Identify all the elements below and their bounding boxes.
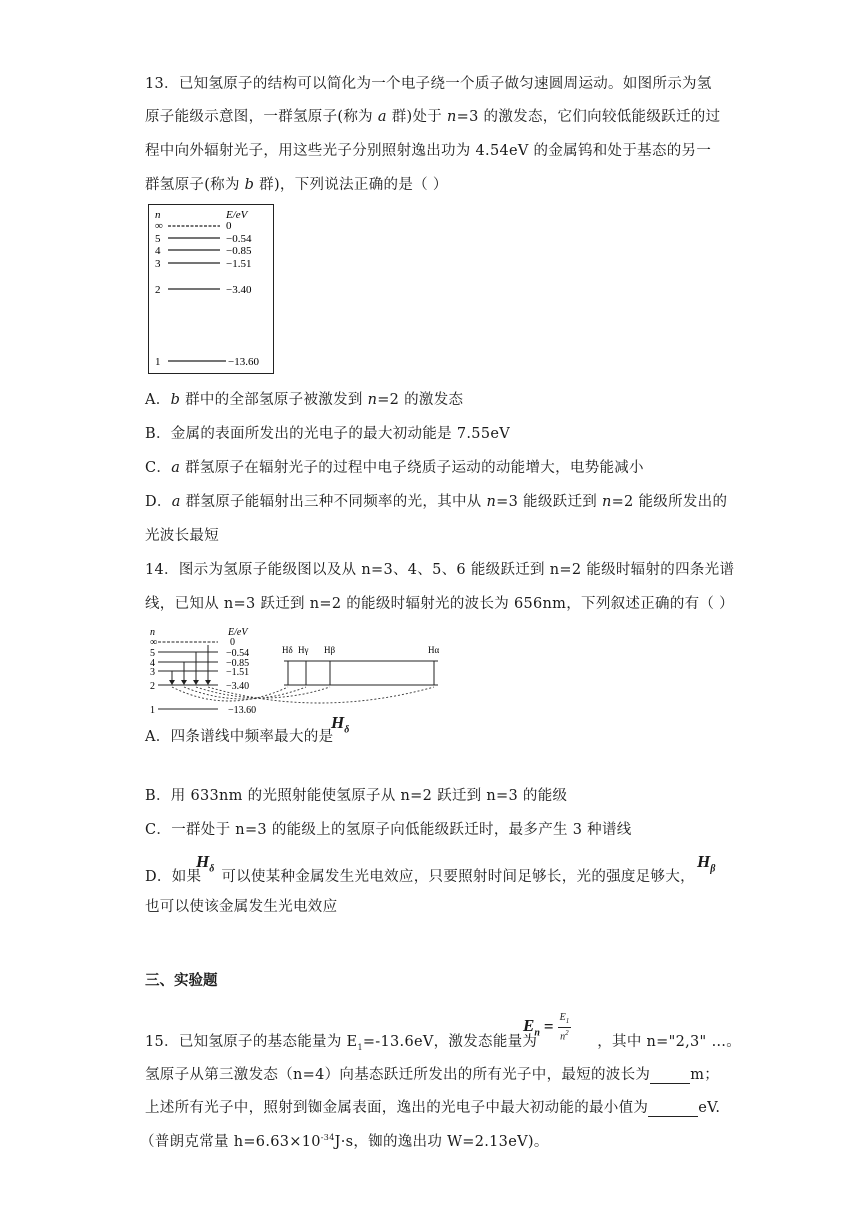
q13-text: =2 能级所发出的 <box>611 494 728 510</box>
q15-line-2 <box>145 1063 719 1084</box>
diagram1-level-e: −1.51 <box>226 258 252 270</box>
diagram1-level-n: 5 <box>155 233 161 245</box>
formula-subscript: 1 <box>565 1017 570 1025</box>
diagram2-level-n: 3 <box>150 667 155 678</box>
q13-line-4 <box>145 173 448 194</box>
h-delta-symbol <box>331 713 349 735</box>
q13-text: 原子能级示意图，一群氢原子(称为 <box>145 109 378 125</box>
q15-text: （普朗克常量 h=6.63×10 <box>140 1134 321 1150</box>
diagram2-level-n: 1 <box>150 705 155 716</box>
q13-text: C． <box>145 460 172 476</box>
diagram1-e-header: E/eV <box>226 209 248 221</box>
formula-equals: = <box>543 1017 554 1037</box>
q14-line-1: 14．图示为氢原子能级图以及从 n=3、4、5、6 能级跃迁到 n=2 能级时辐射的四条光谱 <box>145 562 735 578</box>
answer-blank[interactable] <box>648 1100 698 1117</box>
diagram2-level-n: ∞ <box>150 637 158 648</box>
spectrum-label-h-beta: Hβ <box>324 645 336 655</box>
h-beta-symbol <box>697 852 715 874</box>
q13-text: 群氢原子在辐射光子的过程中电子绕质子运动的动能增大，电势能减小 <box>180 460 644 476</box>
q13-text: 群)处于 <box>386 109 448 125</box>
q13-text: A． <box>145 392 171 408</box>
q15-line-4 <box>140 1130 549 1151</box>
answer-blank[interactable] <box>650 1067 690 1084</box>
q13-var-b: b <box>244 177 255 193</box>
q13-var-n: n <box>486 494 497 510</box>
formula-subscript: n <box>534 1027 540 1039</box>
q15-text: 15．已知氢原子的基态能量为 E <box>145 1034 358 1050</box>
q15-text: ，其中 n="2,3" …。 <box>597 1034 742 1050</box>
diagram2-level-e: −0.85 <box>226 658 250 669</box>
energy-level-diagram-2 <box>148 625 448 720</box>
h-delta-symbol <box>196 852 214 874</box>
symbol-subscript: δ <box>344 724 350 736</box>
spectrum-label-h-delta: Hδ <box>282 645 293 655</box>
diagram1-level-e: −3.40 <box>226 284 252 296</box>
symbol-base: H <box>331 713 345 732</box>
q13-text: 群)，下列说法正确的是（ ） <box>254 177 448 193</box>
q15-text: 上述所有光子中，照射到铷金属表面，逸出的光电子中最大初动能的最小值为 <box>145 1100 649 1116</box>
diagram1-n-header: n <box>155 209 161 221</box>
diagram1-level-n: 3 <box>155 258 161 270</box>
q13-option-d <box>145 490 727 511</box>
diagram1-level-n: 1 <box>155 356 161 368</box>
diagram1-level-n: 4 <box>155 245 161 257</box>
q14-option-b: B．用 633nm 的光照射能使氢原子从 n=2 跃迁到 n=3 的能级 <box>145 788 568 804</box>
q13-text: D． <box>145 494 172 510</box>
q14-option-c: C．一群处于 n=3 的能级上的氢原子向低能级跃迁时，最多产生 3 种谱线 <box>145 822 632 838</box>
q13-var-a: a <box>171 494 181 510</box>
energy-level-diagram-1 <box>148 204 274 374</box>
q13-option-c <box>145 456 644 477</box>
q13-option-d-line-2: 光波长最短 <box>145 528 219 544</box>
diagram1-level-n: 2 <box>155 284 161 296</box>
q15-superscript: -34 <box>320 1133 335 1143</box>
q13-text: =3 的激发态，它们向较低能级跃迁的过 <box>456 109 721 125</box>
diagram2-level-e: −1.51 <box>226 667 250 678</box>
q15-line-1 <box>145 1030 741 1052</box>
q14-option-a: A．四条谱线中频率最大的是 <box>145 729 334 745</box>
q14-option-d <box>145 865 695 886</box>
q15-text: m； <box>690 1067 720 1083</box>
diagram1-level-e: 0 <box>226 220 232 232</box>
q14-option-d-line-2: 也可以使该金属发生光电效应 <box>145 899 338 915</box>
q15-text: J·s，铷的逸出功 W=2.13eV)。 <box>334 1134 549 1150</box>
q13-text: 群中的全部氢原子被激发到 <box>180 392 368 408</box>
q13-text: 群氢原子(称为 <box>145 177 245 193</box>
symbol-base: H <box>697 852 711 871</box>
diagram2-n-header: n <box>150 627 155 638</box>
section-heading: 三、实验题 <box>145 972 218 989</box>
q13-var-n: n <box>601 494 612 510</box>
spectrum-label-h-alpha: Hα <box>428 645 440 655</box>
diagram2-e-header: E/eV <box>228 627 248 638</box>
q13-var-n: n <box>367 392 378 408</box>
diagram2-level-e: −3.40 <box>226 681 250 692</box>
formula-symbol: E <box>523 1015 535 1035</box>
transition-arrows <box>172 645 208 683</box>
q15-text: eV. <box>698 1100 721 1116</box>
q15-text: 氢原子从第三激发态（n=4）向基态跃迁所发出的所有光子中，最短的波长为 <box>145 1067 651 1083</box>
diagram2-level-n: 2 <box>150 681 155 692</box>
diagram1-level-n: ∞ <box>155 220 163 232</box>
q13-option-a <box>145 388 463 409</box>
q13-line-2 <box>145 105 720 126</box>
q15-line-3 <box>145 1096 720 1117</box>
q15-subscript: 1 <box>357 1042 363 1052</box>
correspondence-curves <box>172 687 434 703</box>
q15-text: =-13.6eV，激发态能量为 <box>362 1034 538 1050</box>
q13-var-a: a <box>171 460 181 476</box>
diagram1-level-e: −0.54 <box>226 233 252 245</box>
diagram2-level-n: 5 <box>150 648 155 659</box>
q13-var-n: n <box>447 109 457 125</box>
formula-superscript: 2 <box>565 1029 569 1037</box>
q13-text: 群氢原子能辐射出三种不同频率的光，其中从 <box>180 494 487 510</box>
symbol-base: H <box>196 852 210 871</box>
diagram2-level-e: −13.60 <box>228 705 257 716</box>
q14-text: 可以使某种金属发生光电效应，只要照射时间足够长，光的强度足够大， <box>221 869 695 885</box>
q14-text: D．如果 <box>145 869 202 885</box>
q13-option-b: B．金属的表面所发出的光电子的最大初动能是 7.55eV <box>145 426 511 442</box>
diagram2-level-n: 4 <box>150 658 155 669</box>
q13-line-3: 程中向外辐射光子，用这些光子分别照射逸出功为 4.54eV 的金属钨和处于基态的另一 <box>145 143 712 159</box>
q13-text: =3 能级跃迁到 <box>496 494 602 510</box>
diagram1-level-e: −0.85 <box>226 245 252 257</box>
symbol-subscript: β <box>710 863 716 875</box>
transition-arrowheads <box>169 680 211 685</box>
formula-symbol: n <box>560 1031 566 1043</box>
diagram2-level-e: 0 <box>230 637 235 648</box>
diagram2-level-e: −0.54 <box>226 648 250 659</box>
q13-text: =2 的激发态 <box>377 392 464 408</box>
formula-symbol: E <box>559 1012 566 1023</box>
formula-numerator <box>558 1012 572 1028</box>
symbol-subscript: δ <box>209 863 215 875</box>
diagram1-level-e: −13.60 <box>228 356 259 368</box>
q13-line-1: 13．已知氢原子的结构可以简化为一个电子绕一个质子做匀速圆周运动。如图所示为氢 <box>145 76 712 92</box>
q14-line-2: 线，已知从 n=3 跃迁到 n=2 的能级时辐射光的波长为 656nm，下列叙述正确的有（ ） <box>145 596 734 612</box>
spectrum-label-h-gamma: Hγ <box>298 645 309 655</box>
q13-var-a: a <box>377 109 387 125</box>
q13-var-b: b <box>170 392 181 408</box>
